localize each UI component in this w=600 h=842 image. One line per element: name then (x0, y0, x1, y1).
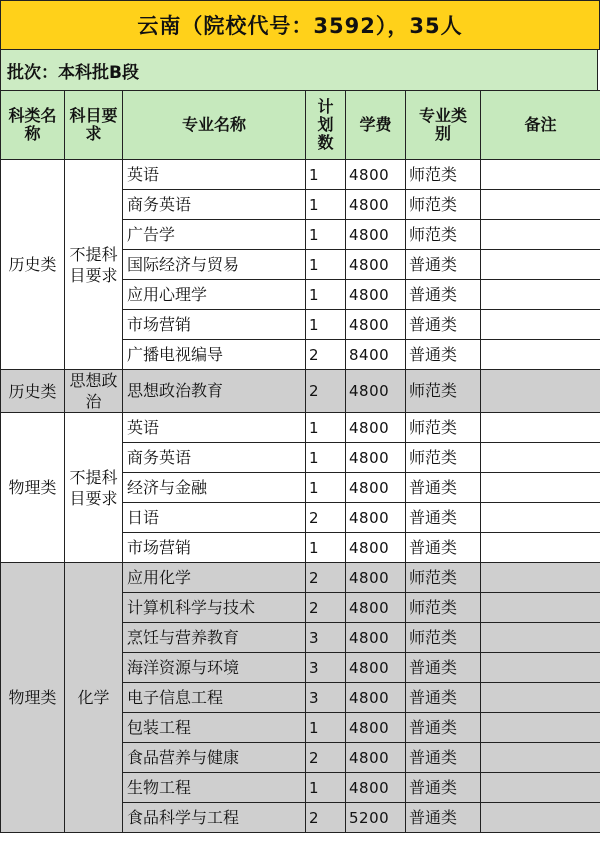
cell-note (481, 803, 600, 833)
cell-type: 普通类 (406, 280, 481, 310)
cell-fee: 4800 (346, 310, 406, 340)
cell-plan: 1 (306, 713, 346, 743)
cell-note (481, 310, 600, 340)
header-row (1, 91, 600, 160)
cell-major: 国际经济与贸易 (123, 250, 306, 280)
cell-type: 师范类 (406, 160, 481, 190)
cell-major: 日语 (123, 503, 306, 533)
cell-note (481, 773, 600, 803)
cell-type: 普通类 (406, 743, 481, 773)
cell-type: 师范类 (406, 190, 481, 220)
cell-plan: 1 (306, 250, 346, 280)
cell-fee: 4800 (346, 683, 406, 713)
header-note: 备注 (481, 91, 600, 160)
cell-major: 英语 (123, 160, 306, 190)
cell-plan: 1 (306, 190, 346, 220)
cell-major: 市场营销 (123, 533, 306, 563)
cell-fee: 5200 (346, 803, 406, 833)
cell-fee: 4800 (346, 443, 406, 473)
cell-fee: 4800 (346, 773, 406, 803)
cell-type: 普通类 (406, 250, 481, 280)
cell-type: 普通类 (406, 533, 481, 563)
cell-type: 普通类 (406, 473, 481, 503)
cell-plan: 3 (306, 623, 346, 653)
cell-type: 普通类 (406, 310, 481, 340)
cell-fee: 4800 (346, 160, 406, 190)
cell-fee: 4800 (346, 413, 406, 443)
cell-fee: 4800 (346, 370, 406, 413)
cell-plan: 1 (306, 220, 346, 250)
table-row (1, 370, 600, 413)
cell-note (481, 743, 600, 773)
requirement-text: 化学 (77, 688, 110, 707)
cell-major: 电子信息工程 (123, 683, 306, 713)
cell-note (481, 503, 600, 533)
admission-table (0, 90, 600, 833)
cell-fee: 4800 (346, 473, 406, 503)
requirement-text: 思想政治 (69, 371, 118, 411)
cell-category: 物理类 (1, 563, 65, 833)
cell-plan: 1 (306, 413, 346, 443)
cell-note (481, 443, 600, 473)
cell-note (481, 190, 600, 220)
cell-fee: 4800 (346, 250, 406, 280)
cell-major: 市场营销 (123, 310, 306, 340)
cell-plan: 2 (306, 803, 346, 833)
cell-note (481, 250, 600, 280)
cell-category: 物理类 (1, 413, 65, 563)
cell-fee: 4800 (346, 503, 406, 533)
requirement-text: 不提科目要求 (69, 244, 118, 285)
cell-plan: 1 (306, 533, 346, 563)
cell-plan: 3 (306, 683, 346, 713)
cell-fee: 4800 (346, 623, 406, 653)
cell-major: 计算机科学与技术 (123, 593, 306, 623)
cell-type: 普通类 (406, 340, 481, 370)
cell-requirement (65, 563, 123, 833)
cell-note (481, 563, 600, 593)
header-requirement: 科目要求 (65, 91, 123, 160)
cell-note (481, 340, 600, 370)
cell-note (481, 280, 600, 310)
cell-note (481, 473, 600, 503)
cell-major: 广播电视编导 (123, 340, 306, 370)
cell-plan: 2 (306, 743, 346, 773)
cell-plan: 2 (306, 370, 346, 413)
cell-major: 英语 (123, 413, 306, 443)
table-row (1, 160, 600, 190)
cell-note (481, 713, 600, 743)
cell-type: 师范类 (406, 623, 481, 653)
header-type: 专业类别 (406, 91, 481, 160)
page-title: 云南（院校代号：3592），35人 (0, 0, 600, 50)
cell-requirement (65, 370, 123, 413)
cell-note (481, 623, 600, 653)
cell-major: 食品营养与健康 (123, 743, 306, 773)
cell-type: 师范类 (406, 563, 481, 593)
cell-type: 普通类 (406, 683, 481, 713)
cell-fee: 4800 (346, 190, 406, 220)
cell-plan: 2 (306, 503, 346, 533)
cell-note (481, 370, 600, 413)
cell-major: 经济与金融 (123, 473, 306, 503)
header-category: 科类名称 (1, 91, 65, 160)
cell-note (481, 413, 600, 443)
header-plan: 计划数 (306, 91, 346, 160)
cell-fee: 4800 (346, 653, 406, 683)
cell-type: 师范类 (406, 443, 481, 473)
cell-type: 普通类 (406, 653, 481, 683)
table-row (1, 413, 600, 443)
cell-plan: 1 (306, 280, 346, 310)
cell-major: 思想政治教育 (123, 370, 306, 413)
cell-major: 应用化学 (123, 563, 306, 593)
cell-fee: 4800 (346, 743, 406, 773)
batch-label: 批次：本科批B段 (0, 50, 598, 90)
cell-type: 师范类 (406, 593, 481, 623)
cell-plan: 3 (306, 653, 346, 683)
cell-plan: 1 (306, 473, 346, 503)
cell-plan: 2 (306, 563, 346, 593)
header-fee: 学费 (346, 91, 406, 160)
cell-plan: 2 (306, 593, 346, 623)
cell-major: 生物工程 (123, 773, 306, 803)
cell-major: 烹饪与营养教育 (123, 623, 306, 653)
cell-plan: 1 (306, 773, 346, 803)
cell-plan: 1 (306, 160, 346, 190)
cell-note (481, 220, 600, 250)
requirement-text: 不提科目要求 (69, 467, 118, 508)
cell-plan: 1 (306, 443, 346, 473)
cell-type: 普通类 (406, 803, 481, 833)
cell-note (481, 533, 600, 563)
cell-plan: 1 (306, 310, 346, 340)
cell-fee: 4800 (346, 593, 406, 623)
cell-fee: 8400 (346, 340, 406, 370)
cell-major: 广告学 (123, 220, 306, 250)
cell-type: 普通类 (406, 503, 481, 533)
cell-major: 应用心理学 (123, 280, 306, 310)
cell-note (481, 683, 600, 713)
cell-requirement (65, 160, 123, 370)
cell-type: 普通类 (406, 713, 481, 743)
table-row (1, 563, 600, 593)
cell-major: 商务英语 (123, 190, 306, 220)
cell-fee: 4800 (346, 220, 406, 250)
cell-plan: 2 (306, 340, 346, 370)
cell-fee: 4800 (346, 713, 406, 743)
cell-type: 师范类 (406, 413, 481, 443)
cell-major: 海洋资源与环境 (123, 653, 306, 683)
cell-type: 普通类 (406, 773, 481, 803)
cell-major: 商务英语 (123, 443, 306, 473)
cell-fee: 4800 (346, 533, 406, 563)
cell-major: 包装工程 (123, 713, 306, 743)
cell-note (481, 653, 600, 683)
table-body (1, 160, 600, 833)
cell-note (481, 160, 600, 190)
cell-type: 师范类 (406, 220, 481, 250)
cell-major: 食品科学与工程 (123, 803, 306, 833)
cell-note (481, 593, 600, 623)
cell-requirement (65, 413, 123, 563)
cell-fee: 4800 (346, 280, 406, 310)
cell-category: 历史类 (1, 370, 65, 413)
cell-fee: 4800 (346, 563, 406, 593)
header-major: 专业名称 (123, 91, 306, 160)
cell-type: 师范类 (406, 370, 481, 413)
cell-category: 历史类 (1, 160, 65, 370)
